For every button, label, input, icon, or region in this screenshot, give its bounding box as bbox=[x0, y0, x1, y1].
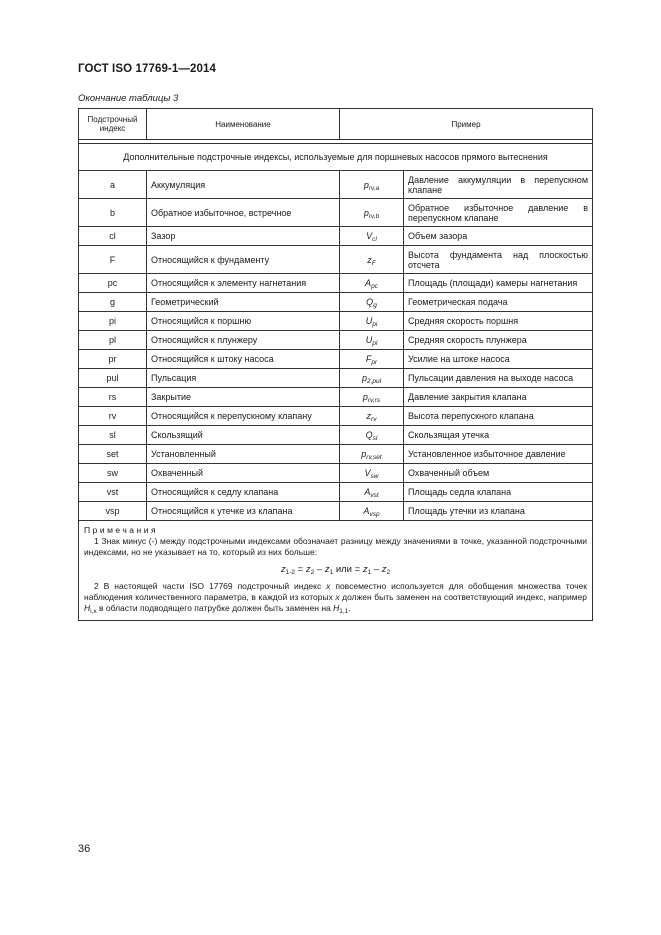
note-2: 2 В настоящей части ISO 17769 подстрочный индекс x повсеместно используется для обобщения множества точек наблюдения количественного параметра, в каждой из которых x должен быть заменен на соответствующий индекс, например $H_{i,x}$ в области подводящего патрубке должен быть заменен на $H_{1,1}$. bbox=[84, 581, 588, 615]
header-index: Подстрочный индекс bbox=[79, 109, 147, 140]
table-row bbox=[79, 293, 593, 312]
table-row bbox=[79, 227, 593, 246]
symbol-subscript: pc bbox=[371, 283, 378, 290]
cell-index: set bbox=[79, 445, 147, 464]
symbol-subscript: vsp bbox=[369, 511, 380, 518]
table-row bbox=[79, 331, 593, 350]
table-caption: Окончание таблицы 3 bbox=[78, 93, 179, 104]
symbol-base: p bbox=[362, 392, 368, 402]
cell-symbol bbox=[340, 171, 404, 199]
cell-name: Аккумуляция bbox=[147, 171, 340, 199]
table-row bbox=[79, 464, 593, 483]
section-title: Дополнительные подстрочные индексы, используемые для поршневых насосов прямого вытеснения bbox=[79, 144, 593, 171]
cell-example: Площадь седла клапана bbox=[404, 483, 593, 502]
symbol-subscript: vst bbox=[370, 492, 379, 499]
cell-example: Объем зазора bbox=[404, 227, 593, 246]
cell-symbol bbox=[340, 312, 404, 331]
cell-index: pi bbox=[79, 312, 147, 331]
subscript-table bbox=[78, 108, 593, 621]
cell-index: cl bbox=[79, 227, 147, 246]
cell-example: Высота фундамента над плоскостью отсчета bbox=[404, 246, 593, 274]
cell-symbol bbox=[340, 464, 404, 483]
symbol-subscript: pl bbox=[372, 340, 378, 347]
cell-symbol bbox=[340, 246, 404, 274]
cell-symbol bbox=[340, 407, 404, 426]
cell-example: Обратное избыточное давление в перепускном клапане bbox=[404, 199, 593, 227]
symbol-subscript: sw bbox=[370, 473, 379, 480]
cell-index: vst bbox=[79, 483, 147, 502]
cell-index: rv bbox=[79, 407, 147, 426]
symbol-base: z bbox=[366, 411, 372, 421]
header-name: Наименование bbox=[147, 109, 340, 140]
cell-index: rs bbox=[79, 388, 147, 407]
table-row bbox=[79, 445, 593, 464]
document-header: ГОСТ ISO 17769-1—2014 bbox=[78, 63, 216, 75]
table-row bbox=[79, 171, 593, 199]
symbol-base: p bbox=[361, 449, 367, 459]
table-row bbox=[79, 388, 593, 407]
cell-example: Скользящая утечка bbox=[404, 426, 593, 445]
table-row bbox=[79, 274, 593, 293]
cell-example: Средняя скорость плунжера bbox=[404, 331, 593, 350]
cell-symbol bbox=[340, 388, 404, 407]
symbol-base: A bbox=[364, 487, 371, 497]
cell-symbol bbox=[340, 483, 404, 502]
cell-index: pc bbox=[79, 274, 147, 293]
cell-index: sw bbox=[79, 464, 147, 483]
cell-symbol bbox=[340, 369, 404, 388]
table-row bbox=[79, 246, 593, 274]
symbol-subscript: rv,rs bbox=[367, 397, 381, 404]
cell-name: Относящийся к седлу клапана bbox=[147, 483, 340, 502]
symbol-subscript: 2,pul bbox=[366, 378, 382, 385]
table-row bbox=[79, 312, 593, 331]
symbol-subscript: rv,set bbox=[366, 454, 382, 461]
cell-example: Давление закрытия клапана bbox=[404, 388, 593, 407]
symbol-base: V bbox=[366, 231, 373, 241]
cell-symbol bbox=[340, 350, 404, 369]
symbol-subscript: sl bbox=[372, 435, 378, 442]
symbol-base: F bbox=[365, 354, 372, 364]
cell-symbol bbox=[340, 445, 404, 464]
symbol-base: U bbox=[365, 335, 373, 345]
header-example: Пример bbox=[340, 109, 593, 140]
symbol-base: V bbox=[364, 468, 371, 478]
symbol-subscript: cl bbox=[372, 236, 377, 243]
cell-name: Относящийся к штоку насоса bbox=[147, 350, 340, 369]
cell-name: Зазор bbox=[147, 227, 340, 246]
cell-index: a bbox=[79, 171, 147, 199]
table-row bbox=[79, 483, 593, 502]
cell-name: Относящийся к перепускному клапану bbox=[147, 407, 340, 426]
cell-example: Пульсации давления на выходе насоса bbox=[404, 369, 593, 388]
symbol-subscript: rv bbox=[371, 416, 377, 423]
cell-name: Относящийся к плунжеру bbox=[147, 331, 340, 350]
symbol-base: A bbox=[363, 506, 370, 516]
cell-name: Скользящий bbox=[147, 426, 340, 445]
table-header-row bbox=[79, 109, 593, 140]
cell-name: Обратное избыточное, встречное bbox=[147, 199, 340, 227]
symbol-base: Q bbox=[366, 297, 374, 307]
table-row bbox=[79, 407, 593, 426]
cell-name: Относящийся к утечке из клапана bbox=[147, 502, 340, 521]
table-row bbox=[79, 350, 593, 369]
symbol-subscript: rv,b bbox=[368, 212, 380, 220]
cell-name: Установленный bbox=[147, 445, 340, 464]
symbol-subscript: rv,a bbox=[368, 184, 380, 192]
cell-name: Пульсация bbox=[147, 369, 340, 388]
symbol-subscript: pi bbox=[372, 321, 378, 328]
symbol-base: Q bbox=[365, 430, 373, 440]
symbol-base: p bbox=[363, 207, 369, 218]
cell-symbol bbox=[340, 293, 404, 312]
cell-index: g bbox=[79, 293, 147, 312]
symbol-subscript: pr bbox=[371, 359, 378, 366]
symbol-subscript: g bbox=[373, 302, 377, 309]
note-1: 1 Знак минус (-) между подстрочными индексами обозначает разницу между значениями в точке, указанной подстрочными индексами, но не указывает на то, который из них больше: bbox=[84, 536, 588, 557]
cell-example: Давление аккумуляции в перепускном клапане bbox=[404, 171, 593, 199]
cell-example: Средняя скорость поршня bbox=[404, 312, 593, 331]
table-row bbox=[79, 199, 593, 227]
cell-index: F bbox=[79, 246, 147, 274]
notes-row bbox=[79, 521, 593, 621]
symbol-subscript: F bbox=[371, 259, 376, 267]
notes-cell bbox=[79, 521, 593, 621]
cell-name: Охваченный bbox=[147, 464, 340, 483]
cell-name: Относящийся к поршню bbox=[147, 312, 340, 331]
cell-example: Усилие на штоке насоса bbox=[404, 350, 593, 369]
table-row bbox=[79, 369, 593, 388]
cell-index: vsp bbox=[79, 502, 147, 521]
cell-example: Геометрическая подача bbox=[404, 293, 593, 312]
cell-example: Площадь утечки из клапана bbox=[404, 502, 593, 521]
cell-name: Закрытие bbox=[147, 388, 340, 407]
cell-name: Относящийся к элементу нагнетания bbox=[147, 274, 340, 293]
cell-symbol bbox=[340, 331, 404, 350]
cell-symbol bbox=[340, 274, 404, 293]
cell-name: Геометрический bbox=[147, 293, 340, 312]
symbol-base: A bbox=[365, 278, 372, 288]
cell-example: Установленное избыточное давление bbox=[404, 445, 593, 464]
symbol-base: z bbox=[367, 254, 372, 265]
cell-symbol bbox=[340, 502, 404, 521]
symbol-base: p bbox=[361, 373, 367, 383]
cell-example: Охваченный объем bbox=[404, 464, 593, 483]
cell-index: pl bbox=[79, 331, 147, 350]
cell-index: pul bbox=[79, 369, 147, 388]
symbol-base: p bbox=[363, 179, 369, 190]
cell-symbol bbox=[340, 227, 404, 246]
symbol-base: U bbox=[365, 316, 373, 326]
notes-title: Примечания bbox=[84, 525, 159, 535]
formula: $z_{1-2} = z_2 - z_1$ или = $z_1 - z_2$ bbox=[280, 564, 391, 576]
cell-symbol bbox=[340, 199, 404, 227]
cell-index: pr bbox=[79, 350, 147, 369]
table-row bbox=[79, 426, 593, 445]
cell-symbol bbox=[340, 426, 404, 445]
cell-name: Относящийся к фундаменту bbox=[147, 246, 340, 274]
page-number: 36 bbox=[78, 843, 91, 855]
cell-example: Высота перепускного клапана bbox=[404, 407, 593, 426]
table-row bbox=[79, 502, 593, 521]
cell-index: sl bbox=[79, 426, 147, 445]
section-row bbox=[79, 144, 593, 171]
cell-example: Площадь (площади) камеры нагнетания bbox=[404, 274, 593, 293]
cell-index: b bbox=[79, 199, 147, 227]
